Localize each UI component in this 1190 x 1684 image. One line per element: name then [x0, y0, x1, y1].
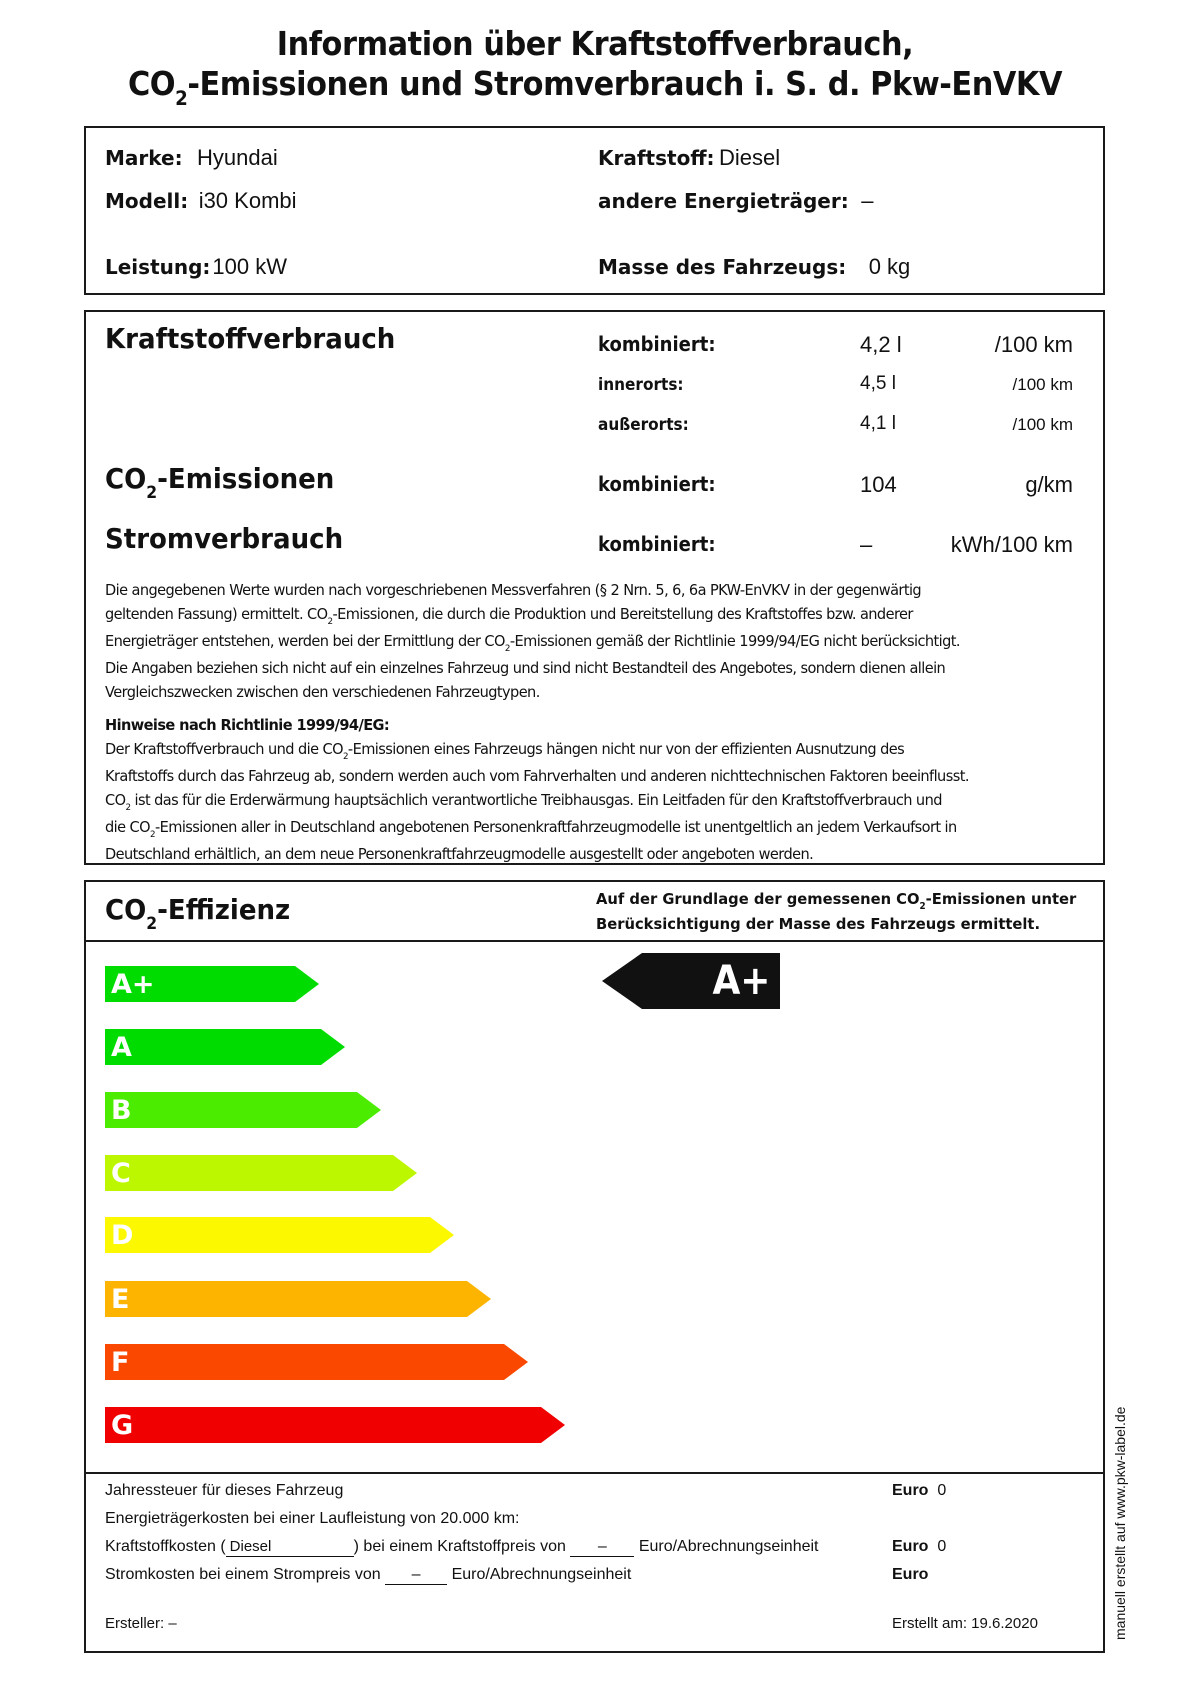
rating-arrow-tip: [602, 953, 642, 1009]
directive-heading: Hinweise nach Richtlinie 1999/94/EG:: [105, 716, 390, 734]
brand-value: Hyundai: [197, 145, 278, 170]
efficiency-class-g: [105, 1407, 541, 1443]
creator-label: Ersteller: –: [105, 1615, 177, 1632]
note-line: Die Angaben beziehen sich nicht auf ein einzelnes Fahrzeug und sind nicht Bestandteil des Angebotes, sondern dienen allein: [105, 659, 946, 677]
arrow-tip: [321, 1029, 345, 1065]
efficiency-class-e: [105, 1281, 467, 1317]
efficiency-class-b: [105, 1092, 357, 1128]
created-date: Erstellt am: 19.6.2020: [892, 1615, 1038, 1632]
note-text: ist das für die Erderwärmung hauptsächlich verantwortliche Treibhausgas. Ein Leitfaden für den Kraftstoffverbrauch und: [130, 791, 942, 809]
directive-note: [105, 713, 969, 866]
co2-combined-label: kombiniert:: [598, 472, 716, 496]
tax-currency: Euro: [892, 1482, 929, 1499]
note-text: -Emissionen gemäß der Richtlinie 1999/94/EG nicht berücksichtigt.: [509, 632, 960, 650]
fuel-costs-value: 0: [937, 1538, 947, 1555]
co2-emissions-heading: [105, 462, 335, 502]
class-label: C: [111, 1158, 131, 1189]
rating-label: A+: [711, 958, 770, 1004]
arrow-tip: [467, 1281, 491, 1317]
note-line: Kraftstoffs durch das Fahrzeug ab, sondern werden auch vom Fahrverhalten und anderen nichttechnischen Faktoren beeinflusst.: [105, 767, 969, 785]
class-label: A+: [111, 969, 155, 1000]
co2-prefix: CO: [105, 462, 147, 495]
co2-combined-unit: g/km: [1025, 472, 1073, 497]
arrow-tip: [504, 1344, 528, 1380]
desc-sub: 2: [919, 901, 926, 912]
combined-value: 4,2 l: [860, 332, 902, 357]
power-consumption-heading: Stromverbrauch: [105, 522, 344, 555]
mass-value: 0 kg: [868, 254, 911, 279]
power-costs-amount: [892, 1566, 928, 1584]
note-sub: 2: [342, 752, 348, 762]
note-text: CO: [105, 791, 126, 809]
arrow-tip: [393, 1155, 417, 1191]
fuel-costs-mid: ) bei einem Kraftstoffpreis von: [353, 1538, 566, 1555]
power-value: 100 kW: [212, 254, 288, 279]
note-line: Vergleichszwecken zwischen den verschiedenen Fahrzeugtypen.: [105, 683, 540, 701]
eff-rest: -Effizienz: [157, 893, 291, 926]
efficiency-class-c: [105, 1155, 393, 1191]
power-costs-row: [105, 1566, 631, 1585]
efficiency-header-divider: [84, 940, 1105, 942]
extra-urban-label: außerorts:: [598, 415, 689, 435]
mass-label: Masse des Fahrzeugs:: [598, 255, 847, 279]
eff-sub: 2: [146, 913, 158, 933]
mass-row: [598, 254, 910, 280]
note-line: [105, 788, 969, 815]
arrow-tip: [295, 966, 319, 1002]
extra-urban-value: 4,1 l: [860, 413, 896, 434]
power-costs-prefix: Stromkosten bei einem Strompreis von: [105, 1566, 381, 1583]
class-label: E: [111, 1284, 130, 1315]
note-line: [105, 602, 960, 629]
arrow-tip: [541, 1407, 565, 1443]
fuel-type-field: Diesel: [226, 1538, 354, 1557]
fuel-costs-currency: Euro: [892, 1538, 929, 1555]
co2-rest: -Emissionen: [157, 462, 335, 495]
note-sub: 2: [125, 803, 131, 813]
note-text: Energieträger entstehen, werden bei der Ermittlung der CO: [105, 632, 505, 650]
power-label: Leistung:: [105, 255, 211, 279]
fuel-costs-prefix: Kraftstoffkosten (: [105, 1538, 226, 1555]
class-label: B: [111, 1095, 132, 1126]
fuel-consumption-heading: Kraftstoffverbrauch: [105, 322, 396, 355]
class-label: D: [111, 1220, 134, 1251]
power-price-field: –: [385, 1566, 447, 1585]
note-line: [105, 737, 969, 764]
model-label: Modell:: [105, 189, 189, 213]
note-text: -Emissionen eines Fahrzeugs hängen nicht nur von der effizienten Ausnutzung des: [347, 740, 905, 758]
efficiency-heading: [105, 893, 291, 933]
note-line: [105, 815, 969, 842]
note-text: geltenden Fassung) ermittelt. CO: [105, 605, 328, 623]
title-line-1: Information über Kraftstoffverbrauch,: [276, 24, 914, 63]
other-energy-label: andere Energieträger:: [598, 189, 849, 213]
urban-label: innerorts:: [598, 375, 684, 395]
note-text: -Emissionen, die durch die Produktion und Bereitstellung des Kraftstoffes bzw. anderer: [332, 605, 913, 623]
desc-text: -Emissionen unter: [925, 890, 1077, 908]
model-row: [105, 188, 297, 214]
rating-indicator: [602, 953, 780, 1009]
efficiency-description: [596, 888, 1076, 935]
desc-line: [596, 888, 1076, 913]
fuel-value: Diesel: [718, 145, 781, 170]
class-label: F: [111, 1347, 130, 1378]
desc-line: Berücksichtigung der Masse des Fahrzeugs ermittelt.: [596, 915, 1041, 933]
class-label: G: [111, 1410, 134, 1441]
note-line: Die angegebenen Werte wurden nach vorgeschriebenen Messverfahren (§ 2 Nrn. 5, 6, 6a PKW-EnVKV in der gegenwärtig: [105, 581, 922, 599]
tax-value: 0: [937, 1482, 947, 1499]
urban-value: 4,5 l: [860, 373, 896, 394]
brand-label: Marke:: [105, 146, 183, 170]
costs-divider: [84, 1472, 1105, 1474]
efficiency-class-f: [105, 1344, 504, 1380]
co2-combined-value: 104: [860, 472, 897, 497]
arrow-tip: [357, 1092, 381, 1128]
class-label: A: [111, 1032, 132, 1063]
note-line: [105, 629, 960, 656]
efficiency-class-a-plus: [105, 966, 295, 1002]
urban-unit: /100 km: [1012, 375, 1073, 394]
measurement-note: [105, 578, 960, 704]
desc-text: Auf der Grundlage der gemessenen CO: [596, 890, 920, 908]
title-line-2: [48, 64, 1143, 109]
fuel-costs-row: [105, 1538, 819, 1557]
fuel-label: Kraftstoff:: [598, 146, 715, 170]
extra-urban-unit: /100 km: [1012, 415, 1073, 434]
fuel-row: [598, 145, 780, 171]
note-text: -Emissionen aller in Deutschland angebotenen Personenkraftfahrzeugmodelle ist unentgeltlich an jedem Verkaufsort in: [154, 818, 957, 836]
model-value: i30 Kombi: [198, 188, 297, 213]
efficiency-class-d: [105, 1217, 430, 1253]
combined-unit: /100 km: [994, 332, 1073, 357]
other-energy-row: [598, 188, 873, 214]
power-costs-suffix: Euro/Abrechnungseinheit: [451, 1566, 632, 1583]
note-text: Der Kraftstoffverbrauch und die CO: [105, 740, 343, 758]
note-sub: 2: [327, 617, 333, 627]
power-combined-label: kombiniert:: [598, 532, 716, 556]
fuel-price-field: –: [570, 1538, 634, 1557]
note-sub: 2: [504, 644, 510, 654]
note-line: Deutschland erhältlich, an dem neue Personenkraftfahrzeugmodelle ausgestellt oder angeboten werden.: [105, 845, 814, 863]
arrow-tip: [430, 1217, 454, 1253]
other-energy-value: –: [861, 188, 874, 213]
power-combined-value: –: [860, 532, 873, 557]
side-note: manuell erstellt auf www.pkw-label.de: [1112, 1406, 1128, 1640]
eff-prefix: CO: [105, 893, 147, 926]
fuel-costs-amount: [892, 1538, 946, 1556]
power-combined-unit: kWh/100 km: [950, 532, 1073, 557]
title-co: CO: [127, 64, 176, 103]
co2-sub: 2: [146, 482, 158, 502]
combined-label: kombiniert:: [598, 332, 716, 356]
efficiency-class-a: [105, 1029, 321, 1065]
note-sub: 2: [149, 830, 155, 840]
note-text: die CO: [105, 818, 150, 836]
brand-row: [105, 145, 278, 171]
tax-label: Jahressteuer für dieses Fahrzeug: [105, 1482, 344, 1499]
energy-costs-label: Energieträgerkosten bei einer Laufleistung von 20.000 km:: [105, 1510, 520, 1527]
tax-amount: [892, 1482, 946, 1500]
fuel-costs-suffix: Euro/Abrechnungseinheit: [638, 1538, 819, 1555]
power-costs-currency: Euro: [892, 1566, 929, 1583]
page-title: [48, 24, 1143, 109]
power-row: [105, 254, 287, 280]
title-sub: 2: [175, 87, 188, 110]
title-rest: -Emissionen und Stromverbrauch i. S. d. Pkw-EnVKV: [187, 64, 1063, 103]
